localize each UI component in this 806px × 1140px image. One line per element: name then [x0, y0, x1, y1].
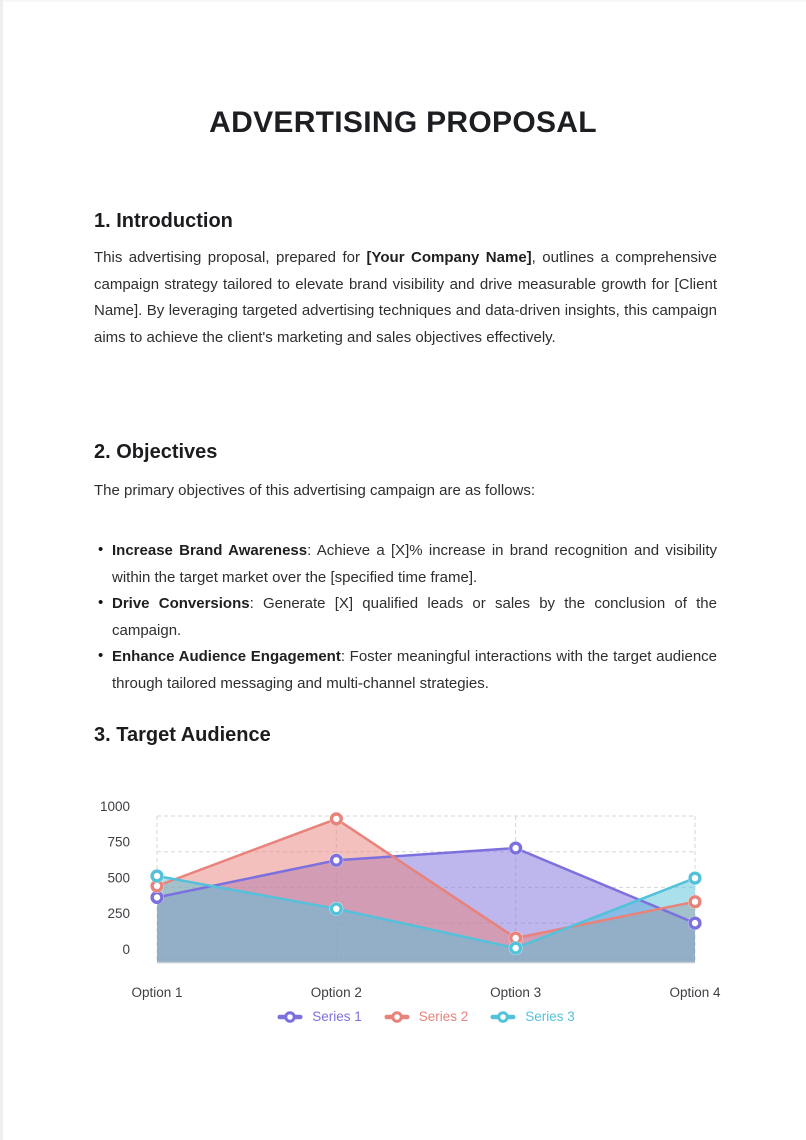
objective-item: • Increase Brand Awareness: Achieve a [X]% increase in brand recognition and visibility within the target market over the [specified time frame]. [94, 538, 717, 591]
x-axis-category-label: Option 2 [310, 985, 362, 1000]
area-chart-canvas [0, 795, 806, 1040]
data-point-marker [152, 893, 162, 903]
legend-item [277, 1009, 362, 1025]
objective-item: • Drive Conversions: Generate [X] qualified leads or sales by the conclusion of the campaign. [94, 591, 717, 644]
data-point-marker [511, 943, 521, 953]
data-point-marker [690, 897, 700, 907]
data-point-marker [331, 904, 341, 914]
data-point-marker [331, 855, 341, 865]
introduction-paragraph [94, 245, 717, 351]
objectives-intro: The primary objectives of this advertising campaign are as follows: [94, 482, 536, 499]
data-point-marker [152, 871, 162, 881]
introduction-heading: 1. Introduction [94, 210, 233, 232]
legend-label: Series 2 [418, 1009, 469, 1024]
x-axis-category-label: Option 1 [131, 985, 183, 1000]
legend-item [490, 1009, 575, 1025]
target-audience-chart [0, 795, 806, 1055]
y-axis-tick-label: 250 [107, 906, 130, 922]
x-axis-category-label: Option 3 [490, 985, 542, 1000]
objectives-heading: 2. Objectives [94, 441, 218, 463]
data-point-marker [331, 814, 341, 824]
data-point-marker [690, 873, 700, 883]
chart-legend [157, 1009, 695, 1025]
data-point-marker [690, 918, 700, 928]
y-axis-tick-label: 750 [107, 834, 130, 850]
data-point-marker [511, 843, 521, 853]
legend-item [384, 1009, 469, 1025]
introduction-text-before: This advertising proposal, prepared for [94, 249, 367, 266]
y-axis-tick-label: 0 [122, 941, 130, 957]
target-audience-heading: 3. Target Audience [94, 724, 271, 746]
x-axis-category-label: Option 4 [669, 985, 721, 1000]
legend-marker-icon [490, 1011, 516, 1023]
y-axis-tick-label: 500 [107, 870, 130, 886]
introduction-text-after: , outlines a comprehensive campaign strategy tailored to elevate brand visibility and drive measurable growth for [Client Name]. By leveraging targeted advertising techniques and data-driven insights, this campaign aims to achieve the client's marketing and sales objectives effectively. [94, 249, 718, 346]
legend-marker-icon [277, 1011, 303, 1023]
objectives-list [94, 538, 717, 698]
legend-marker-icon [384, 1011, 410, 1023]
company-name-placeholder: [Your Company Name] [366, 249, 532, 266]
objective-item: • Enhance Audience Engagement: Foster meaningful interactions with the target audience through tailored messaging and multi-channel strategies. [94, 644, 717, 697]
legend-label: Series 1 [312, 1009, 362, 1024]
legend-label: Series 3 [525, 1009, 575, 1024]
document-title: ADVERTISING PROPOSAL [209, 106, 597, 139]
y-axis-tick-label: 1000 [99, 799, 130, 814]
